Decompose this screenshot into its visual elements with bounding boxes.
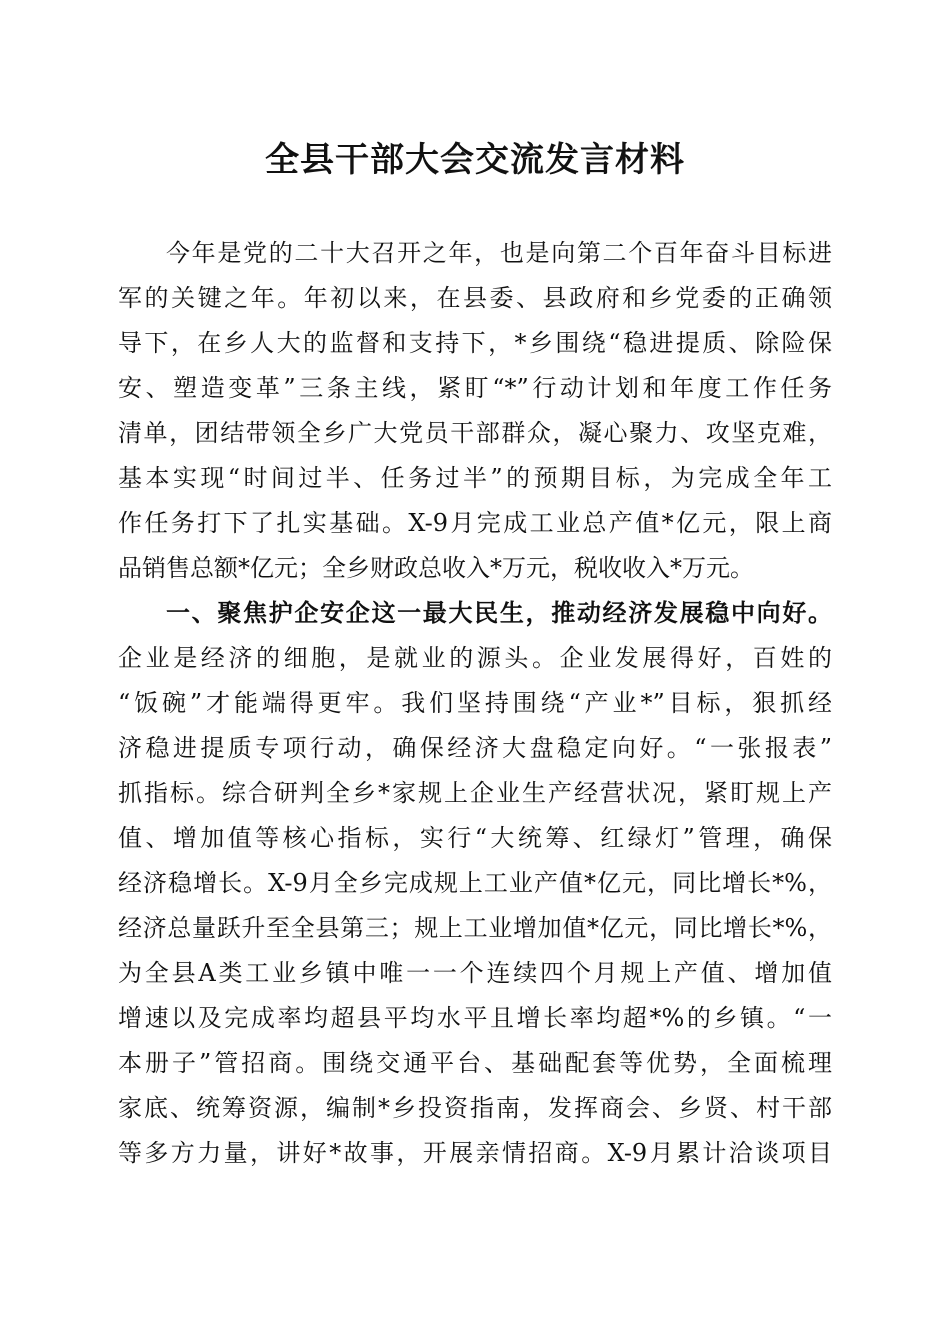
paragraph-2-line-10: 本册子”管招商。围绕交通平台、基础配套等优势，全面梳理 bbox=[118, 1049, 832, 1077]
paragraph-2-line-7: 经济总量跃升至全县第三；规上工业增加值*亿元，同比增长*%， bbox=[118, 914, 832, 942]
paragraph-1-line-3: 导下，在乡人大的监督和支持下，*乡围绕“稳进提质、除险保 bbox=[118, 329, 832, 357]
paragraph-2-line-2: “饭碗”才能端得更牢。我们坚持围绕“产业*”目标，狠抓经 bbox=[118, 689, 832, 717]
document-title: 全县干部大会交流发言材料 bbox=[265, 140, 685, 180]
paragraph-1-line-4: 安、塑造变革”三条主线，紧盯“*”行动计划和年度工作任务 bbox=[118, 374, 832, 402]
paragraph-2-line-6: 经济稳增长。X-9月全乡完成规上工业产值*亿元，同比增长*%， bbox=[118, 869, 832, 897]
paragraph-2-line-8: 为全县A类工业乡镇中唯一一个连续四个月规上产值、增加值 bbox=[118, 959, 832, 987]
paragraph-2-line-9: 增速以及完成率均超县平均水平且增长率均超*%的乡镇。“一 bbox=[118, 1004, 832, 1032]
paragraph-1-line-6: 基本实现“时间过半、任务过半”的预期目标，为完成全年工 bbox=[118, 464, 832, 492]
paragraph-2-line-3: 济稳进提质专项行动，确保经济大盘稳定向好。“一张报表” bbox=[118, 734, 832, 762]
paragraph-2-line-5: 值、增加值等核心指标，实行“大统筹、红绿灯”管理，确保 bbox=[118, 824, 832, 852]
paragraph-1-line-2: 军的关键之年。年初以来，在县委、县政府和乡党委的正确领 bbox=[118, 284, 832, 312]
paragraph-1-line-1: 今年是党的二十大召开之年，也是向第二个百年奋斗目标进 bbox=[166, 239, 832, 267]
section-1-heading: 一、聚焦护企安企这一最大民生，推动经济发展稳中向好。 bbox=[166, 598, 832, 627]
paragraph-1-line-5: 清单，团结带领全乡广大党员干部群众，凝心聚力、攻坚克难， bbox=[118, 419, 832, 447]
paragraph-2-line-11: 家底、统筹资源，编制*乡投资指南，发挥商会、乡贤、村干部 bbox=[118, 1094, 832, 1122]
paragraph-1-line-7: 作任务打下了扎实基础。X-9月完成工业总产值*亿元，限上商 bbox=[118, 509, 832, 537]
paragraph-2-line-1: 企业是经济的细胞，是就业的源头。企业发展得好，百姓的 bbox=[118, 644, 832, 672]
paragraph-2-line-4: 抓指标。综合研判全乡*家规上企业生产经营状况，紧盯规上产 bbox=[118, 779, 832, 807]
paragraph-2-line-12: 等多方力量，讲好*故事，开展亲情招商。X-9月累计洽谈项目 bbox=[118, 1139, 832, 1167]
paragraph-1-line-8: 品销售总额*亿元；全乡财政总收入*万元，税收收入*万元。 bbox=[118, 554, 754, 582]
